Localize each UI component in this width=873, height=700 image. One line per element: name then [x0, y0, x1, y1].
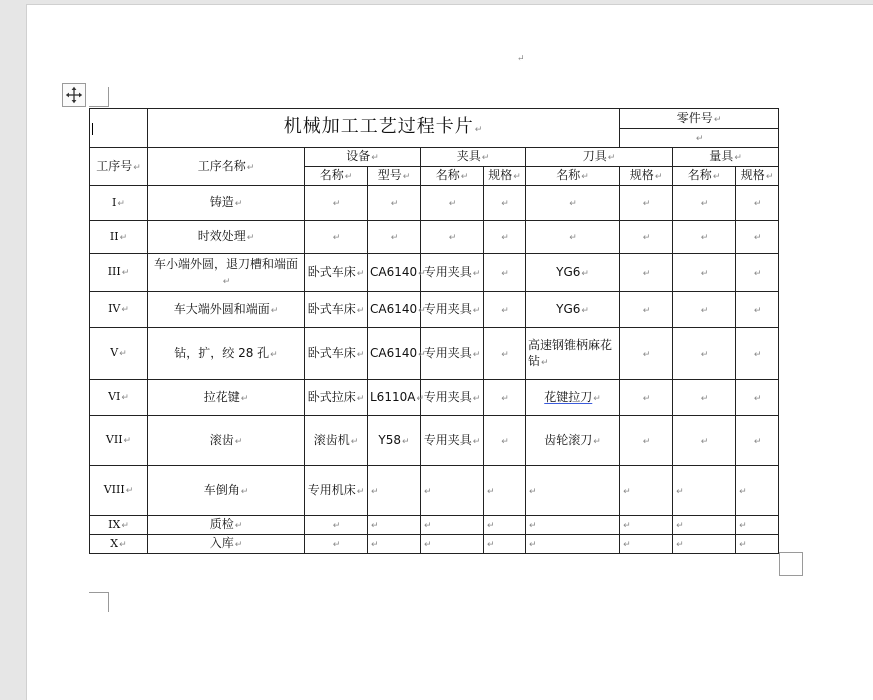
fixture-spec-cell[interactable]	[484, 292, 526, 328]
process-name-cell[interactable]	[148, 466, 305, 516]
equipment-name: 滚齿机	[313, 432, 350, 447]
paragraph-mark: ↵	[246, 233, 255, 243]
equipment-name-cell[interactable]	[305, 254, 368, 292]
fixture-name: 专用夹具	[423, 389, 472, 404]
paragraph-mark: ↵	[125, 486, 134, 496]
crop-mark-bottom-left	[89, 592, 109, 612]
process-seq: VII	[105, 433, 123, 446]
equipment-model: L6110A	[370, 389, 416, 404]
paragraph-mark: ↵	[501, 233, 509, 243]
paragraph-mark: ↵	[529, 521, 537, 531]
paragraph-mark: ↵	[121, 393, 129, 403]
paragraph-mark: ↵	[529, 486, 537, 497]
paragraph-mark: ↵	[739, 521, 747, 531]
paragraph-mark: ↵	[270, 349, 278, 360]
equipment-model-cell[interactable]	[368, 221, 421, 254]
process-seq: III	[107, 265, 121, 278]
process-seq: I	[112, 195, 117, 209]
paragraph-mark: ↵	[501, 436, 509, 447]
paragraph-mark: ↵	[270, 305, 279, 316]
process-seq: II	[109, 229, 119, 243]
process-name-cell[interactable]	[148, 516, 305, 535]
equipment-model-cell[interactable]	[368, 516, 421, 535]
paragraph-mark: ↵	[642, 305, 651, 316]
process-name: 车大端外圆和端面	[173, 301, 270, 316]
paragraph-mark: ↵	[356, 305, 365, 316]
tool-name-cell[interactable]	[526, 221, 620, 254]
process-name: 车小端外圆，退刀槽和端面	[153, 256, 298, 271]
paragraph-mark: ↵	[593, 436, 601, 447]
paragraph-mark: ↵	[123, 436, 132, 446]
process-name-cell[interactable]	[148, 328, 305, 380]
process-seq-cell[interactable]	[90, 186, 148, 221]
gauge-name-cell[interactable]	[673, 254, 736, 292]
tool-spec-cell[interactable]	[620, 328, 673, 380]
paragraph-mark: ↵	[581, 268, 589, 279]
process-name-cell[interactable]	[148, 535, 305, 554]
paragraph-mark: ↵	[240, 393, 249, 404]
fixture-spec-cell[interactable]	[484, 254, 526, 292]
paragraph-mark: ↵	[240, 486, 249, 497]
tool-spec-cell[interactable]	[620, 380, 673, 416]
paragraph-mark: ↵	[119, 232, 128, 243]
fixture-spec-cell[interactable]	[484, 516, 526, 535]
paragraph-mark: ↵	[593, 393, 601, 404]
paragraph-mark: ↵	[569, 199, 577, 209]
paragraph-mark: ↵	[623, 540, 631, 550]
header-tool: 刀具↵	[526, 148, 673, 167]
table-row	[90, 186, 779, 221]
paragraph-mark: ↵	[356, 486, 365, 497]
paragraph-mark: ↵	[501, 268, 509, 279]
paragraph-mark: ↵	[472, 349, 481, 360]
paragraph-mark: ↵	[472, 436, 481, 447]
paragraph-mark: ↵	[121, 305, 129, 315]
paragraph-mark: ↵	[501, 305, 509, 316]
table-row	[90, 221, 779, 254]
fixture-name-cell[interactable]	[421, 380, 484, 416]
paragraph-mark: ↵	[700, 393, 709, 404]
process-seq: IV	[108, 302, 121, 315]
header-fixture: 夹具↵	[421, 148, 526, 167]
fixture-spec-cell[interactable]	[484, 221, 526, 254]
tool-name-cell[interactable]	[526, 535, 620, 554]
fixture-name: 专用夹具	[423, 432, 472, 447]
process-seq: VI	[108, 390, 121, 403]
subheader-tool-spec: 规格↵	[620, 167, 673, 186]
tool-name: 高速钢锥柄麻花钻	[528, 337, 613, 368]
paragraph-mark: ↵	[487, 486, 495, 497]
subheader-fx-spec: 规格↵	[484, 167, 526, 186]
table-row	[90, 380, 779, 416]
table-resize-handle[interactable]	[779, 552, 803, 576]
gauge-name-cell[interactable]	[673, 328, 736, 380]
paragraph-mark: ↵	[350, 436, 359, 447]
tool-name-cell[interactable]	[526, 292, 620, 328]
tool-name-cell[interactable]	[526, 380, 620, 416]
paragraph-mark: ↵	[448, 199, 457, 209]
paragraph-mark: ↵	[119, 539, 127, 550]
tool-spec-cell[interactable]	[620, 416, 673, 466]
paragraph-mark: ↵	[642, 436, 651, 447]
process-seq: IX	[108, 517, 121, 531]
paragraph-mark: ↵	[753, 233, 762, 243]
tool-name-cell[interactable]	[526, 516, 620, 535]
paragraph-mark: ↵	[234, 521, 243, 531]
paragraph-mark: ↵	[371, 540, 379, 550]
paragraph-mark: ↵	[642, 199, 651, 209]
paragraph-mark: ↵	[501, 349, 509, 360]
paragraph-mark: ↵	[332, 521, 341, 531]
paragraph-mark: ↵	[418, 268, 426, 279]
table-move-icon[interactable]	[62, 83, 86, 107]
paragraph-mark: ↵	[676, 521, 684, 531]
paragraph-mark: ↵	[753, 268, 762, 279]
paragraph-mark: ↵	[418, 305, 426, 316]
equipment-name-cell[interactable]	[305, 328, 368, 380]
paragraph-mark: ↵	[739, 540, 747, 550]
paragraph-mark: ↵	[222, 276, 231, 287]
fixture-spec-cell[interactable]	[484, 380, 526, 416]
paragraph-mark: ↵	[332, 540, 341, 550]
subheader-fx-name: 名称↵	[421, 167, 484, 186]
fixture-name-cell[interactable]	[421, 254, 484, 292]
equipment-model-cell[interactable]	[368, 328, 426, 380]
paragraph-mark: ↵	[390, 199, 399, 209]
equipment-name: 卧式车床	[307, 345, 356, 360]
equipment-name-cell[interactable]	[305, 292, 368, 328]
fixture-name-cell[interactable]	[421, 466, 484, 516]
paragraph-mark: ↵	[418, 349, 426, 360]
gauge-spec-cell[interactable]	[736, 416, 779, 466]
equipment-model-cell[interactable]	[368, 254, 426, 292]
process-name-cell[interactable]	[148, 380, 305, 416]
process-seq-cell[interactable]	[90, 535, 148, 554]
paragraph-mark: ↵	[700, 349, 709, 360]
table-row	[90, 292, 779, 328]
equipment-model-cell[interactable]	[368, 416, 421, 466]
paragraph-mark: ↵	[581, 305, 589, 316]
paragraph-mark: ↵	[623, 486, 631, 497]
paragraph-mark: ↵	[472, 305, 481, 316]
paragraph-mark: ↵	[371, 521, 379, 531]
tool-spec-cell[interactable]	[620, 516, 673, 535]
paragraph-mark: ↵	[569, 233, 577, 243]
equipment-name-cell[interactable]	[305, 466, 368, 516]
process-seq: X	[110, 536, 119, 550]
process-seq-cell[interactable]	[90, 292, 148, 328]
process-name-cell[interactable]	[148, 254, 305, 292]
equipment-model-cell[interactable]	[368, 380, 424, 416]
tool-spec-cell[interactable]	[620, 221, 673, 254]
gauge-spec-cell[interactable]	[736, 292, 779, 328]
process-name: 滚齿	[209, 432, 234, 447]
equipment-model: CA6140	[370, 301, 418, 316]
paragraph-mark: ↵	[753, 349, 762, 360]
equipment-name: 专用机床	[307, 482, 356, 497]
tool-spec-cell[interactable]	[620, 292, 673, 328]
equipment-name-cell[interactable]	[305, 416, 368, 466]
paragraph-mark: ↵	[356, 268, 365, 279]
tool-name-cell[interactable]	[526, 416, 620, 466]
process-name: 拉花键	[203, 389, 240, 404]
tool-name: 花键拉刀	[544, 389, 593, 404]
paragraph-mark: ↵	[332, 199, 341, 209]
equipment-name: 卧式拉床	[307, 389, 356, 404]
gauge-name-cell[interactable]	[673, 221, 736, 254]
subheader-eq-model: 型号↵	[368, 167, 421, 186]
process-seq-cell[interactable]	[90, 328, 148, 380]
paragraph-mark: ↵	[234, 540, 243, 550]
paragraph-mark: ↵	[424, 486, 432, 497]
equipment-name: 卧式车床	[307, 264, 356, 279]
tool-spec-cell[interactable]	[620, 254, 673, 292]
paragraph-mark: ↵	[448, 233, 457, 243]
part-no-value[interactable]: ↵	[620, 129, 779, 148]
subheader-gauge-spec: 规格↵	[736, 167, 779, 186]
paragraph-mark: ↵	[700, 268, 709, 279]
paragraph-mark: ↵	[700, 199, 709, 209]
table-row	[90, 466, 779, 516]
paragraph-mark: ↵	[623, 521, 631, 531]
gauge-name-cell[interactable]	[673, 186, 736, 221]
paragraph-mark: ↵	[676, 540, 684, 550]
paragraph-mark: ↵	[753, 393, 762, 404]
paragraph-mark: ↵	[424, 521, 432, 531]
process-name: 时效处理	[197, 229, 246, 243]
paragraph-mark: ↵	[472, 268, 481, 279]
paragraph-mark: ↵	[642, 268, 651, 279]
blank-header-cell[interactable]	[90, 109, 148, 148]
header-seq: 工序号↵	[90, 148, 148, 186]
paragraph-mark: ↵	[700, 436, 709, 447]
paragraph-mark: ↵	[121, 268, 130, 278]
paragraph-mark: ↵	[416, 393, 424, 404]
paragraph-mark: ↵	[753, 305, 762, 316]
paragraph-mark: ↵	[234, 436, 243, 447]
fixture-name-cell[interactable]	[421, 535, 484, 554]
paragraph-mark: ↵	[529, 540, 537, 550]
paragraph-mark: ↵	[642, 349, 651, 360]
gauge-spec-cell[interactable]	[736, 254, 779, 292]
fixture-spec-cell[interactable]	[484, 535, 526, 554]
fixture-name-cell[interactable]	[421, 221, 484, 254]
paragraph-mark: ↵	[501, 199, 509, 209]
paragraph-mark: ↵	[332, 233, 341, 243]
fixture-spec-cell[interactable]	[484, 186, 526, 221]
process-name: 入库	[209, 536, 234, 550]
process-seq-cell[interactable]	[90, 516, 148, 535]
tool-name-cell[interactable]	[526, 186, 620, 221]
paragraph-mark: ↵	[371, 486, 379, 497]
tool-name: YG6	[556, 264, 581, 279]
subheader-tool-name: 名称↵	[526, 167, 620, 186]
gauge-name-cell[interactable]	[673, 292, 736, 328]
paragraph-mark: ↵	[753, 436, 762, 447]
paragraph-mark: ↵	[472, 393, 481, 404]
equipment-name-cell[interactable]	[305, 221, 368, 254]
paragraph-mark: ↵	[121, 520, 129, 531]
fixture-spec-cell[interactable]	[484, 328, 526, 380]
subheader-gauge-name: 名称↵	[673, 167, 736, 186]
table-row	[90, 416, 779, 466]
paragraph-mark: ↵	[501, 393, 509, 404]
equipment-model-cell[interactable]	[368, 292, 426, 328]
tool-name: YG6	[556, 301, 581, 316]
fixture-name-cell[interactable]	[421, 516, 484, 535]
paragraph-mark: ↵	[676, 486, 684, 497]
gauge-spec-cell[interactable]	[736, 466, 779, 516]
process-seq-cell[interactable]	[90, 380, 148, 416]
gauge-name-cell[interactable]	[673, 466, 736, 516]
tool-spec-cell[interactable]	[620, 535, 673, 554]
equipment-model: Y58	[378, 432, 402, 447]
tool-name-cell[interactable]	[526, 328, 620, 380]
process-name-cell[interactable]	[148, 221, 305, 254]
table-row	[90, 535, 779, 554]
equipment-model: CA6140	[370, 264, 418, 279]
gauge-name-cell[interactable]	[673, 416, 736, 466]
paragraph-mark: ↵	[356, 349, 365, 360]
gauge-spec-cell[interactable]	[736, 516, 779, 535]
process-seq-cell[interactable]	[90, 416, 148, 466]
process-seq-cell[interactable]	[90, 466, 148, 516]
card-title: 机械加工工艺过程卡片↵	[148, 109, 620, 148]
equipment-name-cell[interactable]	[305, 186, 368, 221]
tool-spec-cell[interactable]	[620, 466, 673, 516]
gauge-spec-cell[interactable]	[736, 328, 779, 380]
paragraph-mark: ↵	[642, 393, 651, 404]
equipment-model: CA6140	[370, 345, 418, 360]
paragraph-mark: ↵	[700, 305, 709, 316]
process-name: 质检	[209, 517, 234, 531]
process-name: 铸造	[209, 195, 234, 209]
gauge-name-cell[interactable]	[673, 535, 736, 554]
equipment-model-cell[interactable]	[368, 466, 421, 516]
tool-name: 齿轮滚刀	[544, 432, 593, 447]
fixture-name-cell[interactable]	[421, 186, 484, 221]
process-name: 钻，扩，绞 28 孔	[174, 345, 270, 360]
process-seq: V	[110, 346, 119, 359]
gauge-spec-cell[interactable]	[736, 186, 779, 221]
fixture-name: 专用夹具	[423, 345, 472, 360]
table-row	[90, 328, 779, 380]
text-cursor	[92, 123, 93, 135]
table-row	[90, 254, 779, 292]
equipment-model-cell[interactable]	[368, 186, 421, 221]
gauge-spec-cell[interactable]	[736, 221, 779, 254]
paragraph-mark: ↵	[424, 540, 432, 550]
fixture-spec-cell[interactable]	[484, 416, 526, 466]
process-seq: VIII	[103, 483, 125, 496]
paragraph-mark: ↵	[119, 349, 127, 359]
process-card-table	[89, 108, 779, 554]
paragraph-mark: ↵	[117, 198, 125, 209]
fixture-name-cell[interactable]	[421, 292, 484, 328]
fixture-name-cell[interactable]	[421, 416, 484, 466]
paragraph-mark: ↵	[234, 199, 243, 209]
tool-name-cell[interactable]	[526, 466, 620, 516]
process-name: 车倒角	[203, 482, 240, 497]
table-row	[90, 516, 779, 535]
header-equipment: 设备↵	[305, 148, 421, 167]
fixture-name-cell[interactable]	[421, 328, 484, 380]
paragraph-mark: ↵	[739, 486, 747, 497]
gauge-spec-cell[interactable]	[736, 535, 779, 554]
paragraph-mark: ↵	[390, 233, 399, 243]
gauge-name-cell[interactable]	[673, 516, 736, 535]
process-name-cell[interactable]	[148, 292, 305, 328]
header-name: 工序名称↵	[148, 148, 305, 186]
tool-name-cell[interactable]	[526, 254, 620, 292]
fixture-name: 专用夹具	[423, 301, 472, 316]
paragraph-mark: ↵	[753, 199, 762, 209]
paragraph-mark: ↵	[700, 233, 709, 243]
equipment-name-cell[interactable]	[305, 535, 368, 554]
header-gauge: 量具↵	[673, 148, 779, 167]
paragraph-mark: ↵	[402, 436, 410, 447]
equipment-name-cell[interactable]	[305, 380, 368, 416]
crop-mark-top-left	[89, 87, 109, 107]
paragraph-mark: ↵	[356, 393, 365, 404]
paragraph-mark: ↵	[487, 540, 495, 550]
paragraph-mark: ↵	[642, 233, 651, 243]
fixture-spec-cell[interactable]	[484, 466, 526, 516]
subheader-eq-name: 名称↵	[305, 167, 368, 186]
process-seq-cell[interactable]	[90, 221, 148, 254]
process-seq-cell[interactable]	[90, 254, 148, 292]
equipment-name: 卧式车床	[307, 301, 356, 316]
equipment-name-cell[interactable]	[305, 516, 368, 535]
process-name-cell[interactable]	[148, 416, 305, 466]
equipment-model-cell[interactable]	[368, 535, 421, 554]
gauge-spec-cell[interactable]	[736, 380, 779, 416]
part-no-label: 零件号↵	[620, 109, 779, 129]
process-name-cell[interactable]	[148, 186, 305, 221]
fixture-name: 专用夹具	[423, 264, 472, 279]
paragraph-mark: ↵	[517, 54, 525, 64]
gauge-name-cell[interactable]	[673, 380, 736, 416]
paragraph-mark: ↵	[487, 521, 495, 531]
paragraph-mark: ↵	[541, 357, 549, 368]
tool-spec-cell[interactable]	[620, 186, 673, 221]
